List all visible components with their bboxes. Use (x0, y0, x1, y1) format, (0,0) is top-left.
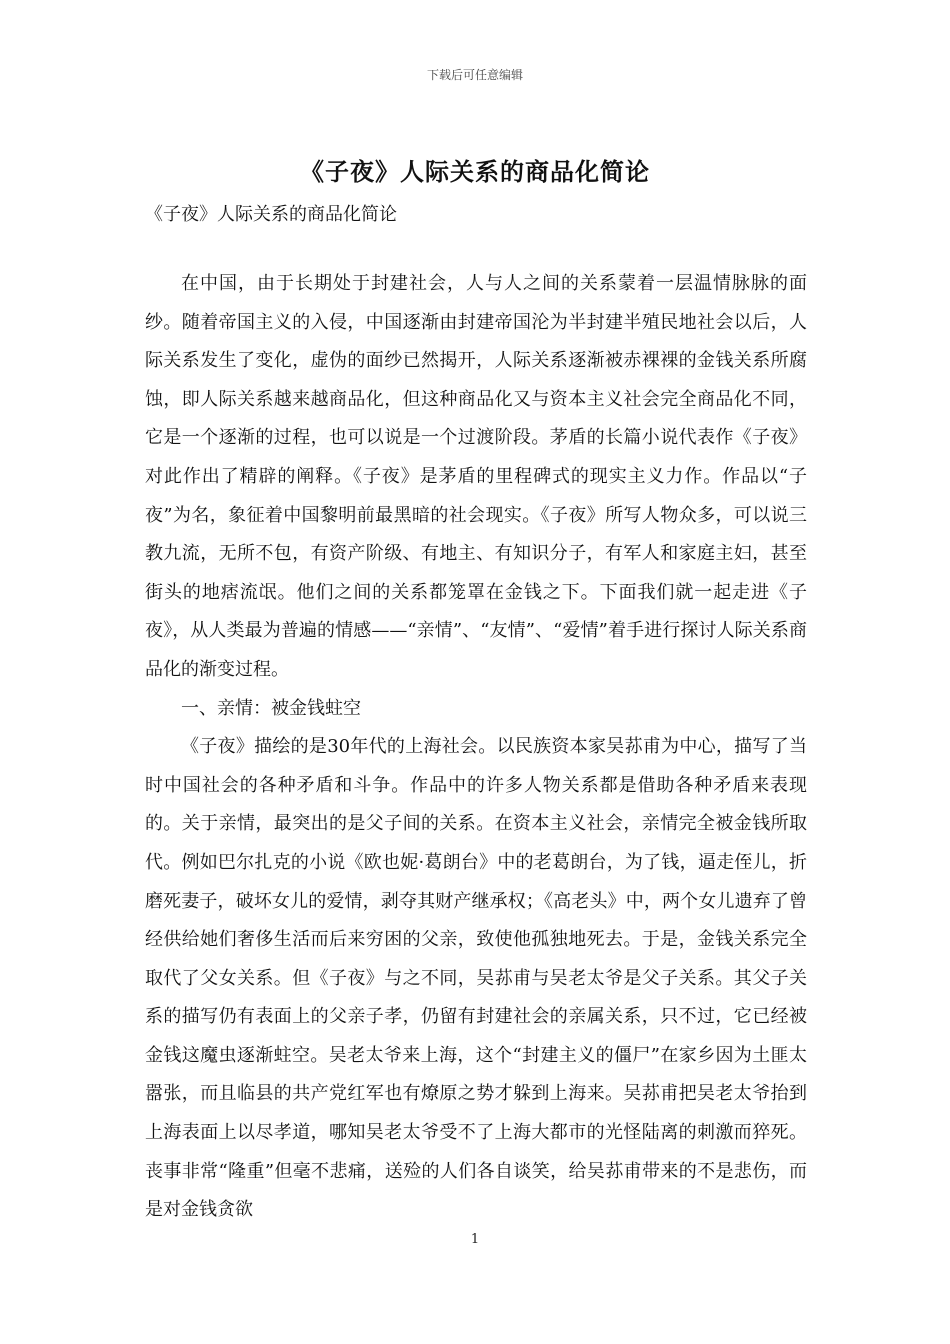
page-number: 1 (470, 1232, 480, 1247)
document-subtitle: 《子夜》人际关系的商品化简论 (145, 204, 397, 225)
document-title: 《子夜》人际关系的商品化简论 (300, 157, 650, 186)
document-body (145, 265, 807, 1230)
header-note: 下载后可任意编辑 (426, 68, 523, 82)
intro-paragraph: 在中国，由于长期处于封建社会，人与人之间的关系蒙着一层温情脉脉的面纱。随着帝国主义的入侵，中国逐渐由封建帝国沦为半封建半殖民地社会以后，人际关系发生了变化，虚伪的面纱已然揭开，人际关系逐渐被赤裸裸的金钱关系所腐蚀，即人际关系越来越商品化，但这种商品化又与资本主义社会完全商品化不同，它是一个逐渐的过程，也可以说是一个过渡阶段。茅盾的长篇小说代表作《子夜》对此作出了精辟的阐释。《子夜》是茅盾的里程碑式的现实主义力作。作品以“子夜”为名，象征着中国黎明前最黑暗的社会现实。《子夜》所写人物众多，可以说三教九流，无所不包，有资产阶级、有地主、有知识分子，有军人和家庭主妇，甚至街头的地痞流氓。他们之间的关系都笼罩在金钱之下。下面我们就一起走进《子夜》，从人类最为普遍的情感——“亲情”、“友情”、“爱情”着手进行探讨人际关系商品化的渐变过程。 (145, 273, 807, 680)
section-paragraph: 《子夜》描绘的是30年代的上海社会。以民族资本家吴荪甫为中心，描写了当时中国社会的各种矛盾和斗争。作品中的许多人物关系都是借助各种矛盾来表现的。关于亲情，最突出的是父子间的关系。在资本主义社会，亲情完全被金钱所取代。例如巴尔扎克的小说《欧也妮·葛朗台》中的老葛朗台，为了钱，逼走侄儿，折磨死妻子，破坏女儿的爱情，剥夺其财产继承权；《高老头》中，两个女儿遗弃了曾经供给她们奢侈生活而后来穷困的父亲，致使他孤独地死去。于是，金钱关系完全取代了父女关系。但《子夜》与之不同，吴荪甫与吴老太爷是父子关系。其父子关系的描写仍有表面上的父亲子孝，仍留有封建社会的亲属关系，只不过，它已经被金钱这魔虫逐渐蛀空。吴老太爷来上海，这个“封建主义的僵尸”在家乡因为土匪太嚣张，而且临县的共产党红军也有燎原之势才躲到上海来。吴荪甫把吴老太爷抬到上海表面上以尽孝道，哪知吴老太爷受不了上海大都市的光怪陆离的刺激而猝死。丧事非常“隆重”但毫不悲痛，送殓的人们各自谈笑，给吴荪甫带来的不是悲伤，而是对金钱贪欲 (145, 736, 807, 1221)
section-heading: 一、亲情：被金钱蛀空 (181, 697, 361, 719)
